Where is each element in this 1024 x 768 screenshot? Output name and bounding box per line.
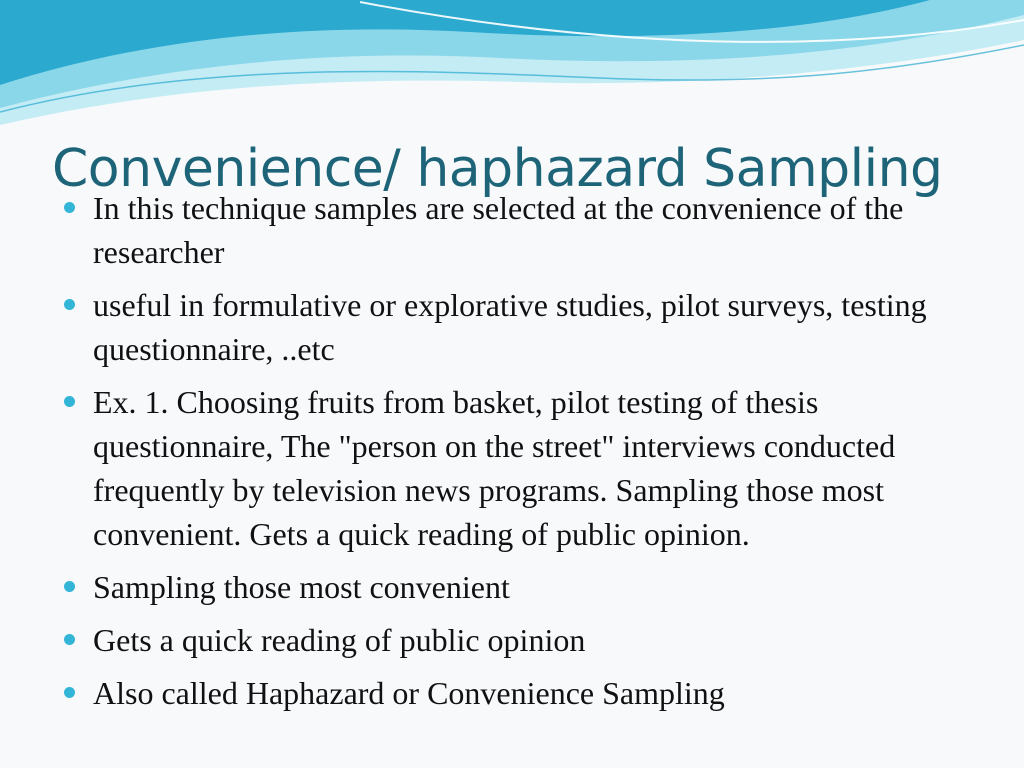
- bullet-text: Sampling those most convenient: [93, 569, 510, 605]
- bullet-text: Also called Haphazard or Convenience Sampling: [93, 675, 725, 711]
- bullet-item: [62, 186, 962, 274]
- bullet-text: In this technique samples are selected at the convenience of the researcher: [93, 190, 904, 270]
- bullet-dot-icon: [64, 202, 75, 213]
- bullet-dot-icon: [64, 299, 75, 310]
- bullet-dot-icon: [64, 687, 75, 698]
- bullet-list: [62, 186, 962, 724]
- bullet-item: [62, 565, 962, 609]
- bullet-item: [62, 380, 962, 556]
- bullet-item: [62, 283, 962, 371]
- bullet-text: useful in formulative or explorative studies, pilot surveys, testing questionnaire, ..etc: [93, 287, 927, 367]
- bullet-dot-icon: [64, 581, 75, 592]
- bullet-text: Gets a quick reading of public opinion: [93, 622, 586, 658]
- bullet-dot-icon: [64, 634, 75, 645]
- slide-title: Convenience/ haphazard Sampling: [52, 139, 943, 199]
- bullet-item: [62, 671, 962, 715]
- header-wave-decoration: [0, 0, 1024, 140]
- bullet-dot-icon: [64, 396, 75, 407]
- bullet-item: [62, 618, 962, 662]
- bullet-text: Ex. 1. Choosing fruits from basket, pilot testing of thesis questionnaire, The "person on the street" interviews conducted frequently by television news programs. Sampling those most convenient. Gets a quick reading of public opinion.: [93, 384, 896, 552]
